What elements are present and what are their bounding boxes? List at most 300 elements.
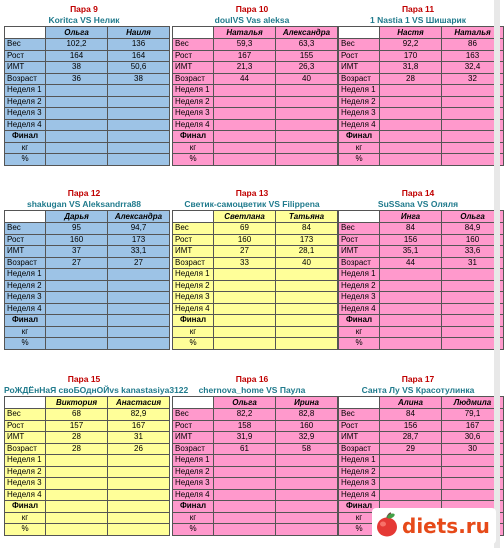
cell-pct-2[interactable] <box>276 524 338 536</box>
cell-final-2[interactable] <box>108 501 170 513</box>
cell-w2-1[interactable] <box>46 96 108 108</box>
cell-kg-1[interactable] <box>46 512 108 524</box>
row-label-w3[interactable]: Неделя 3 <box>5 292 46 304</box>
cell-ves-1[interactable]: 68 <box>46 409 108 421</box>
cell-imt-2[interactable]: 32,9 <box>276 432 338 444</box>
cell-w1-1[interactable] <box>214 269 276 281</box>
cell-w2-1[interactable] <box>46 280 108 292</box>
row-label-w3[interactable]: Неделя 3 <box>173 108 214 120</box>
cell-w2-1[interactable] <box>214 466 276 478</box>
row-label-ves[interactable]: Вес <box>5 39 46 51</box>
row-label-ves[interactable]: Вес <box>339 39 380 51</box>
cell-ves-1[interactable]: 69 <box>214 223 276 235</box>
cell-imt-2[interactable]: 50,6 <box>108 62 170 74</box>
cell-final-1[interactable] <box>214 501 276 513</box>
cell-w4-2[interactable] <box>108 303 170 315</box>
cell-ves-1[interactable]: 82,2 <box>214 409 276 421</box>
cell-ves-2[interactable]: 82,8 <box>276 409 338 421</box>
row-label-rost[interactable]: Рост <box>5 50 46 62</box>
cell-kg-2[interactable] <box>276 512 338 524</box>
row-label-ves[interactable]: Вес <box>339 223 380 235</box>
cell-rost-1[interactable]: 158 <box>214 420 276 432</box>
cell-final-2[interactable] <box>108 315 170 327</box>
corner-cell[interactable] <box>5 211 46 223</box>
cell-rost-1[interactable]: 156 <box>380 420 442 432</box>
cell-w4-1[interactable] <box>46 119 108 131</box>
row-label-ves[interactable]: Вес <box>5 409 46 421</box>
cell-pct-1[interactable] <box>46 338 108 350</box>
cell-w2-2[interactable] <box>108 96 170 108</box>
cell-w2-2[interactable] <box>108 466 170 478</box>
cell-final-2[interactable] <box>108 131 170 143</box>
cell-pct-1[interactable] <box>46 524 108 536</box>
corner-cell[interactable] <box>339 397 380 409</box>
cell-w4-2[interactable] <box>276 489 338 501</box>
cell-ves-1[interactable]: 92,2 <box>380 39 442 51</box>
cell-pct-2[interactable] <box>108 338 170 350</box>
row-label-vozrast[interactable]: Возраст <box>339 257 380 269</box>
row-label-rost[interactable]: Рост <box>339 50 380 62</box>
row-label-w1[interactable]: Неделя 1 <box>173 85 214 97</box>
row-label-w2[interactable]: Неделя 2 <box>5 96 46 108</box>
row-label-rost[interactable]: Рост <box>5 234 46 246</box>
cell-w1-1[interactable] <box>46 269 108 281</box>
cell-w3-1[interactable] <box>214 292 276 304</box>
cell-kg-1[interactable] <box>46 326 108 338</box>
cell-w2-1[interactable] <box>380 96 442 108</box>
cell-rost-1[interactable]: 170 <box>380 50 442 62</box>
cell-ves-2[interactable]: 63,3 <box>276 39 338 51</box>
participant-2-name[interactable]: Ирина <box>276 397 338 409</box>
row-label-rost[interactable]: Рост <box>173 50 214 62</box>
cell-ves-2[interactable]: 84 <box>276 223 338 235</box>
cell-ves-1[interactable]: 102,2 <box>46 39 108 51</box>
row-label-w3[interactable]: Неделя 3 <box>173 478 214 490</box>
row-label-w3[interactable]: Неделя 3 <box>339 478 380 490</box>
row-label-vozrast[interactable]: Возраст <box>5 257 46 269</box>
row-label-w1[interactable]: Неделя 1 <box>5 455 46 467</box>
cell-rost-2[interactable]: 155 <box>276 50 338 62</box>
row-label-vozrast[interactable]: Возраст <box>5 443 46 455</box>
corner-cell[interactable] <box>173 211 214 223</box>
cell-w4-2[interactable] <box>276 303 338 315</box>
cell-ves-2[interactable]: 84,9 <box>442 223 504 235</box>
cell-pct-1[interactable] <box>214 338 276 350</box>
cell-w1-1[interactable] <box>380 85 442 97</box>
cell-vozrast-1[interactable]: 29 <box>380 443 442 455</box>
row-label-w4[interactable]: Неделя 4 <box>5 303 46 315</box>
row-label-w4[interactable]: Неделя 4 <box>339 489 380 501</box>
row-label-w4[interactable]: Неделя 4 <box>339 303 380 315</box>
cell-w2-2[interactable] <box>276 280 338 292</box>
cell-vozrast-1[interactable]: 61 <box>214 443 276 455</box>
row-label-ves[interactable]: Вес <box>173 223 214 235</box>
row-label-rost[interactable]: Рост <box>173 234 214 246</box>
row-label-pct[interactable]: % <box>173 524 214 536</box>
cell-w4-1[interactable] <box>380 119 442 131</box>
cell-imt-1[interactable]: 21,3 <box>214 62 276 74</box>
cell-w1-2[interactable] <box>108 85 170 97</box>
cell-vozrast-1[interactable]: 44 <box>380 257 442 269</box>
participant-1-name[interactable]: Виктория <box>46 397 108 409</box>
row-label-final[interactable]: Финал <box>339 131 380 143</box>
cell-vozrast-2[interactable]: 30 <box>442 443 504 455</box>
cell-vozrast-2[interactable]: 26 <box>108 443 170 455</box>
cell-kg-1[interactable] <box>214 326 276 338</box>
cell-rost-2[interactable]: 164 <box>108 50 170 62</box>
cell-rost-2[interactable]: 173 <box>276 234 338 246</box>
participant-2-name[interactable]: Александра <box>276 27 338 39</box>
cell-imt-1[interactable]: 31,9 <box>214 432 276 444</box>
cell-w4-1[interactable] <box>380 303 442 315</box>
row-label-w1[interactable]: Неделя 1 <box>339 269 380 281</box>
participant-2-name[interactable]: Ольга <box>442 211 504 223</box>
participant-1-name[interactable]: Ольга <box>46 27 108 39</box>
cell-rost-2[interactable]: 160 <box>276 420 338 432</box>
cell-kg-1[interactable] <box>214 512 276 524</box>
participant-2-name[interactable]: Татьяна <box>276 211 338 223</box>
cell-imt-1[interactable]: 31,8 <box>380 62 442 74</box>
cell-w1-1[interactable] <box>380 455 442 467</box>
cell-w1-2[interactable] <box>276 455 338 467</box>
cell-w2-2[interactable] <box>276 466 338 478</box>
cell-w1-2[interactable] <box>108 455 170 467</box>
row-label-w2[interactable]: Неделя 2 <box>173 280 214 292</box>
cell-imt-1[interactable]: 38 <box>46 62 108 74</box>
cell-final-2[interactable] <box>276 501 338 513</box>
cell-w4-1[interactable] <box>46 489 108 501</box>
cell-w3-1[interactable] <box>46 292 108 304</box>
cell-w1-2[interactable] <box>276 269 338 281</box>
row-label-w1[interactable]: Неделя 1 <box>339 455 380 467</box>
cell-ves-1[interactable]: 95 <box>46 223 108 235</box>
cell-imt-2[interactable]: 33,1 <box>108 246 170 258</box>
cell-ves-1[interactable]: 59,3 <box>214 39 276 51</box>
row-label-rost[interactable]: Рост <box>339 420 380 432</box>
row-label-w3[interactable]: Неделя 3 <box>5 478 46 490</box>
row-label-w2[interactable]: Неделя 2 <box>5 280 46 292</box>
row-label-w1[interactable]: Неделя 1 <box>5 85 46 97</box>
corner-cell[interactable] <box>339 211 380 223</box>
cell-w3-1[interactable] <box>46 478 108 490</box>
cell-w2-1[interactable] <box>214 96 276 108</box>
row-label-vozrast[interactable]: Возраст <box>339 443 380 455</box>
cell-w3-1[interactable] <box>380 292 442 304</box>
cell-w1-1[interactable] <box>214 85 276 97</box>
cell-ves-2[interactable]: 136 <box>108 39 170 51</box>
row-label-pct[interactable]: % <box>339 154 380 166</box>
cell-w4-1[interactable] <box>380 489 442 501</box>
cell-rost-1[interactable]: 156 <box>380 234 442 246</box>
cell-w3-2[interactable] <box>276 478 338 490</box>
cell-rost-2[interactable]: 160 <box>442 234 504 246</box>
cell-final-1[interactable] <box>214 131 276 143</box>
cell-pct-1[interactable] <box>46 154 108 166</box>
cell-imt-1[interactable]: 28 <box>46 432 108 444</box>
row-label-ves[interactable]: Вес <box>5 223 46 235</box>
cell-w4-1[interactable] <box>214 489 276 501</box>
cell-w2-2[interactable] <box>276 96 338 108</box>
row-label-rost[interactable]: Рост <box>339 234 380 246</box>
cell-w4-2[interactable] <box>108 489 170 501</box>
cell-w4-1[interactable] <box>214 303 276 315</box>
corner-cell[interactable] <box>173 27 214 39</box>
row-label-vozrast[interactable]: Возраст <box>173 443 214 455</box>
participant-2-name[interactable]: Наиля <box>108 27 170 39</box>
cell-w2-2[interactable] <box>108 280 170 292</box>
cell-w3-2[interactable] <box>108 108 170 120</box>
cell-rost-2[interactable]: 173 <box>108 234 170 246</box>
participant-1-name[interactable]: Ольга <box>214 397 276 409</box>
cell-w3-2[interactable] <box>276 108 338 120</box>
cell-vozrast-1[interactable]: 33 <box>214 257 276 269</box>
cell-rost-1[interactable]: 157 <box>46 420 108 432</box>
row-label-final[interactable]: Финал <box>5 501 46 513</box>
cell-w2-1[interactable] <box>214 280 276 292</box>
row-label-ves[interactable]: Вес <box>173 409 214 421</box>
row-label-imt[interactable]: ИМТ <box>5 62 46 74</box>
cell-rost-1[interactable]: 160 <box>46 234 108 246</box>
row-label-imt[interactable]: ИМТ <box>339 62 380 74</box>
cell-final-1[interactable] <box>380 131 442 143</box>
cell-rost-1[interactable]: 167 <box>214 50 276 62</box>
row-label-w2[interactable]: Неделя 2 <box>339 96 380 108</box>
cell-imt-1[interactable]: 37 <box>46 246 108 258</box>
row-label-imt[interactable]: ИМТ <box>339 432 380 444</box>
row-label-pct[interactable]: % <box>339 524 380 536</box>
row-label-w3[interactable]: Неделя 3 <box>173 292 214 304</box>
cell-ves-2[interactable]: 86 <box>442 39 504 51</box>
row-label-final[interactable]: Финал <box>173 315 214 327</box>
row-label-kg[interactable]: кг <box>339 326 380 338</box>
cell-imt-1[interactable]: 35,1 <box>380 246 442 258</box>
cell-ves-2[interactable]: 94,7 <box>108 223 170 235</box>
row-label-w3[interactable]: Неделя 3 <box>339 292 380 304</box>
row-label-w4[interactable]: Неделя 4 <box>173 119 214 131</box>
row-label-w2[interactable]: Неделя 2 <box>173 466 214 478</box>
row-label-final[interactable]: Финал <box>339 315 380 327</box>
row-label-w4[interactable]: Неделя 4 <box>5 489 46 501</box>
row-label-pct[interactable]: % <box>5 154 46 166</box>
cell-vozrast-2[interactable]: 40 <box>276 257 338 269</box>
cell-pct-1[interactable] <box>214 524 276 536</box>
cell-kg-2[interactable] <box>108 326 170 338</box>
cell-w4-1[interactable] <box>214 119 276 131</box>
participant-1-name[interactable]: Светлана <box>214 211 276 223</box>
cell-w2-1[interactable] <box>380 280 442 292</box>
row-label-final[interactable]: Финал <box>173 501 214 513</box>
row-label-imt[interactable]: ИМТ <box>173 432 214 444</box>
cell-w4-1[interactable] <box>46 303 108 315</box>
cell-w1-1[interactable] <box>380 269 442 281</box>
cell-w1-2[interactable] <box>108 269 170 281</box>
row-label-rost[interactable]: Рост <box>5 420 46 432</box>
row-label-w2[interactable]: Неделя 2 <box>5 466 46 478</box>
cell-kg-1[interactable] <box>380 326 442 338</box>
cell-imt-2[interactable]: 26,3 <box>276 62 338 74</box>
row-label-imt[interactable]: ИМТ <box>5 432 46 444</box>
cell-w1-1[interactable] <box>46 85 108 97</box>
cell-w1-1[interactable] <box>214 455 276 467</box>
row-label-vozrast[interactable]: Возраст <box>173 73 214 85</box>
row-label-ves[interactable]: Вес <box>173 39 214 51</box>
cell-rost-2[interactable]: 167 <box>442 420 504 432</box>
row-label-w4[interactable]: Неделя 4 <box>173 489 214 501</box>
row-label-w3[interactable]: Неделя 3 <box>5 108 46 120</box>
cell-imt-1[interactable]: 27 <box>214 246 276 258</box>
vertical-scrollbar[interactable] <box>494 0 500 548</box>
cell-rost-2[interactable]: 167 <box>108 420 170 432</box>
cell-imt-1[interactable]: 28,7 <box>380 432 442 444</box>
cell-kg-2[interactable] <box>276 142 338 154</box>
row-label-w2[interactable]: Неделя 2 <box>339 280 380 292</box>
cell-rost-1[interactable]: 160 <box>214 234 276 246</box>
cell-final-1[interactable] <box>214 315 276 327</box>
cell-kg-1[interactable] <box>214 142 276 154</box>
cell-w1-2[interactable] <box>276 85 338 97</box>
cell-pct-1[interactable] <box>380 154 442 166</box>
cell-vozrast-1[interactable]: 27 <box>46 257 108 269</box>
row-label-w4[interactable]: Неделя 4 <box>173 303 214 315</box>
cell-kg-2[interactable] <box>108 142 170 154</box>
cell-imt-2[interactable]: 33,6 <box>442 246 504 258</box>
row-label-pct[interactable]: % <box>5 524 46 536</box>
cell-vozrast-2[interactable]: 32 <box>442 73 504 85</box>
cell-vozrast-1[interactable]: 28 <box>46 443 108 455</box>
cell-vozrast-1[interactable]: 44 <box>214 73 276 85</box>
cell-imt-2[interactable]: 31 <box>108 432 170 444</box>
row-label-kg[interactable]: кг <box>339 512 380 524</box>
row-label-w1[interactable]: Неделя 1 <box>173 269 214 281</box>
row-label-kg[interactable]: кг <box>173 142 214 154</box>
row-label-w1[interactable]: Неделя 1 <box>339 85 380 97</box>
participant-2-name[interactable]: Александра <box>108 211 170 223</box>
cell-w2-1[interactable] <box>380 466 442 478</box>
row-label-rost[interactable]: Рост <box>173 420 214 432</box>
cell-w3-2[interactable] <box>108 292 170 304</box>
row-label-w2[interactable]: Неделя 2 <box>173 96 214 108</box>
cell-final-1[interactable] <box>46 501 108 513</box>
row-label-w1[interactable]: Неделя 1 <box>173 455 214 467</box>
cell-w3-2[interactable] <box>276 292 338 304</box>
cell-w3-1[interactable] <box>46 108 108 120</box>
cell-rost-2[interactable]: 163 <box>442 50 504 62</box>
cell-kg-2[interactable] <box>108 512 170 524</box>
row-label-vozrast[interactable]: Возраст <box>173 257 214 269</box>
cell-final-2[interactable] <box>276 315 338 327</box>
cell-rost-1[interactable]: 164 <box>46 50 108 62</box>
cell-ves-1[interactable]: 84 <box>380 409 442 421</box>
participant-1-name[interactable]: Настя <box>380 27 442 39</box>
row-label-kg[interactable]: кг <box>5 142 46 154</box>
cell-w4-2[interactable] <box>108 119 170 131</box>
participant-2-name[interactable]: Людмила <box>442 397 504 409</box>
row-label-kg[interactable]: кг <box>173 512 214 524</box>
cell-final-1[interactable] <box>46 315 108 327</box>
row-label-vozrast[interactable]: Возраст <box>5 73 46 85</box>
corner-cell[interactable] <box>5 397 46 409</box>
cell-w3-1[interactable] <box>380 108 442 120</box>
row-label-pct[interactable]: % <box>5 338 46 350</box>
row-label-imt[interactable]: ИМТ <box>339 246 380 258</box>
row-label-w2[interactable]: Неделя 2 <box>339 466 380 478</box>
row-label-w4[interactable]: Неделя 4 <box>339 119 380 131</box>
cell-w3-1[interactable] <box>214 478 276 490</box>
row-label-kg[interactable]: кг <box>173 326 214 338</box>
participant-1-name[interactable]: Инга <box>380 211 442 223</box>
cell-vozrast-2[interactable]: 58 <box>276 443 338 455</box>
cell-kg-2[interactable] <box>276 326 338 338</box>
row-label-vozrast[interactable]: Возраст <box>339 73 380 85</box>
row-label-w3[interactable]: Неделя 3 <box>339 108 380 120</box>
cell-pct-2[interactable] <box>108 524 170 536</box>
cell-pct-2[interactable] <box>108 154 170 166</box>
cell-final-1[interactable] <box>46 131 108 143</box>
participant-2-name[interactable]: Наталья <box>442 27 504 39</box>
row-label-pct[interactable]: % <box>339 338 380 350</box>
cell-w1-1[interactable] <box>46 455 108 467</box>
participant-2-name[interactable]: Анастасия <box>108 397 170 409</box>
row-label-imt[interactable]: ИМТ <box>173 62 214 74</box>
cell-kg-1[interactable] <box>46 142 108 154</box>
cell-w3-1[interactable] <box>380 478 442 490</box>
cell-imt-2[interactable]: 30,6 <box>442 432 504 444</box>
cell-vozrast-1[interactable]: 28 <box>380 73 442 85</box>
cell-kg-1[interactable] <box>380 142 442 154</box>
row-label-final[interactable]: Финал <box>5 131 46 143</box>
cell-ves-2[interactable]: 79,1 <box>442 409 504 421</box>
cell-imt-2[interactable]: 32,4 <box>442 62 504 74</box>
cell-w3-2[interactable] <box>108 478 170 490</box>
cell-vozrast-2[interactable]: 31 <box>442 257 504 269</box>
row-label-ves[interactable]: Вес <box>339 409 380 421</box>
row-label-final[interactable]: Финал <box>173 131 214 143</box>
cell-w2-1[interactable] <box>46 466 108 478</box>
row-label-kg[interactable]: кг <box>339 142 380 154</box>
participant-1-name[interactable]: Алина <box>380 397 442 409</box>
cell-pct-2[interactable] <box>276 154 338 166</box>
row-label-final[interactable]: Финал <box>339 501 380 513</box>
cell-vozrast-1[interactable]: 36 <box>46 73 108 85</box>
participant-1-name[interactable]: Дарья <box>46 211 108 223</box>
cell-vozrast-2[interactable]: 27 <box>108 257 170 269</box>
row-label-final[interactable]: Финал <box>5 315 46 327</box>
row-label-w1[interactable]: Неделя 1 <box>5 269 46 281</box>
cell-pct-1[interactable] <box>380 338 442 350</box>
cell-ves-1[interactable]: 84 <box>380 223 442 235</box>
corner-cell[interactable] <box>339 27 380 39</box>
cell-final-2[interactable] <box>276 131 338 143</box>
cell-w4-2[interactable] <box>276 119 338 131</box>
corner-cell[interactable] <box>173 397 214 409</box>
cell-pct-2[interactable] <box>276 338 338 350</box>
cell-final-1[interactable] <box>380 315 442 327</box>
participant-1-name[interactable]: Наталья <box>214 27 276 39</box>
row-label-pct[interactable]: % <box>173 338 214 350</box>
cell-vozrast-2[interactable]: 40 <box>276 73 338 85</box>
row-label-imt[interactable]: ИМТ <box>5 246 46 258</box>
row-label-w4[interactable]: Неделя 4 <box>5 119 46 131</box>
row-label-kg[interactable]: кг <box>5 326 46 338</box>
row-label-kg[interactable]: кг <box>5 512 46 524</box>
cell-pct-1[interactable] <box>214 154 276 166</box>
corner-cell[interactable] <box>5 27 46 39</box>
cell-ves-2[interactable]: 82,9 <box>108 409 170 421</box>
row-label-imt[interactable]: ИМТ <box>173 246 214 258</box>
row-label-pct[interactable]: % <box>173 154 214 166</box>
cell-imt-2[interactable]: 28,1 <box>276 246 338 258</box>
cell-vozrast-2[interactable]: 38 <box>108 73 170 85</box>
